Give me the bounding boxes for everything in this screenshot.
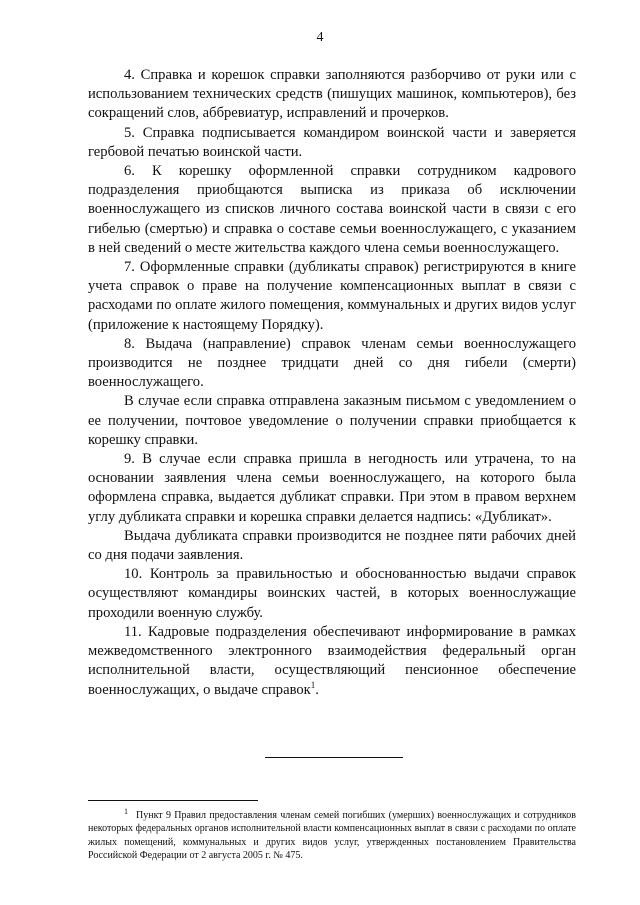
paragraph-6: 6. К корешку оформленной справки сотрудником кадрового подразделения приобщаются выписка из приказа об исключении военнослужащего из списков личного состава воинской части в связи с его гибелью (смертью) и справка о составе семьи военнослужащего, с указанием в ней сведений о месте жительства каждого члена семьи военнослужащего.: [88, 163, 576, 256]
paragraph-8-registered-mail: В случае если справка отправлена заказным письмом с уведомлением о ее получении, почтовое уведомление о получении справки приобщается к корешку справки.: [88, 393, 576, 448]
paragraph-5: 5. Справка подписывается командиром воинской части и заверяется гербовой печатью воинской части.: [88, 124, 576, 160]
end-of-text-rule: [265, 757, 403, 758]
footnote: [88, 806, 576, 863]
footnote-text: Пункт 9 Правил предоставления членам семей погибших (умерших) военнослужащих и сотрудников некоторых федеральных органов исполнительной власти компенсационных выплат в связи с расходами по оплате жилых помещений, коммунальных и других видов услуг, утвержденных постановлением Правительства Российской Федерации от 2 августа 2005 г. № 475.: [88, 810, 576, 862]
footnote-marker: 1: [124, 806, 128, 816]
page-number: 4: [316, 30, 324, 45]
footnote-separator: [88, 800, 258, 801]
paragraph-10: 10. Контроль за правильностью и обоснованностью выдачи справок осуществляют командиры воинских частей, в которых военнослужащие проходили военную службу.: [88, 566, 576, 621]
paragraph-9: 9. В случае если справка пришла в негодность или утрачена, то на основании заявления члена семьи военнослужащего, на которого была оформлена справка, выдается дубликат справки. При этом в правом верхнем углу дубликата справки и корешка справки делается надпись: «Дубликат».: [88, 451, 576, 525]
paragraph-4: 4. Справка и корешок справки заполняются разборчиво от руки или с использованием технических средств (пишущих машинок, компьютеров), без сокращений слов, аббревиатур, исправлений и прочерков.: [88, 67, 576, 122]
document-body: [88, 66, 576, 700]
paragraph-11: [88, 623, 576, 700]
paragraph-8: 8. Выдача (направление) справок членам семьи военнослужащего производится не позднее тридцати дней со дня гибели (смерти) военнослужащего.: [88, 335, 576, 391]
footnote-reference: 1: [310, 679, 316, 690]
paragraph-9-duplicate-term: Выдача дубликата справки производится не позднее пяти рабочих дней со дня подачи заявления.: [88, 527, 576, 564]
paragraph-11-end: .: [315, 681, 319, 698]
paragraph-7: 7. Оформленные справки (дубликаты справок) регистрируются в книге учета справок о праве на получение компенсационных выплат в связи с расходами по оплате жилого помещения, коммунальных и других видов услуг (приложение к настоящему Порядку).: [88, 259, 576, 333]
paragraph-11-text: 11. Кадровые подразделения обеспечивают информирование в рамках межведомственного электронного взаимодействия федеральный орган исполнительной власти, осуществляющий пенсионное обеспечение военнослужащих, о выдаче справок: [88, 623, 576, 698]
